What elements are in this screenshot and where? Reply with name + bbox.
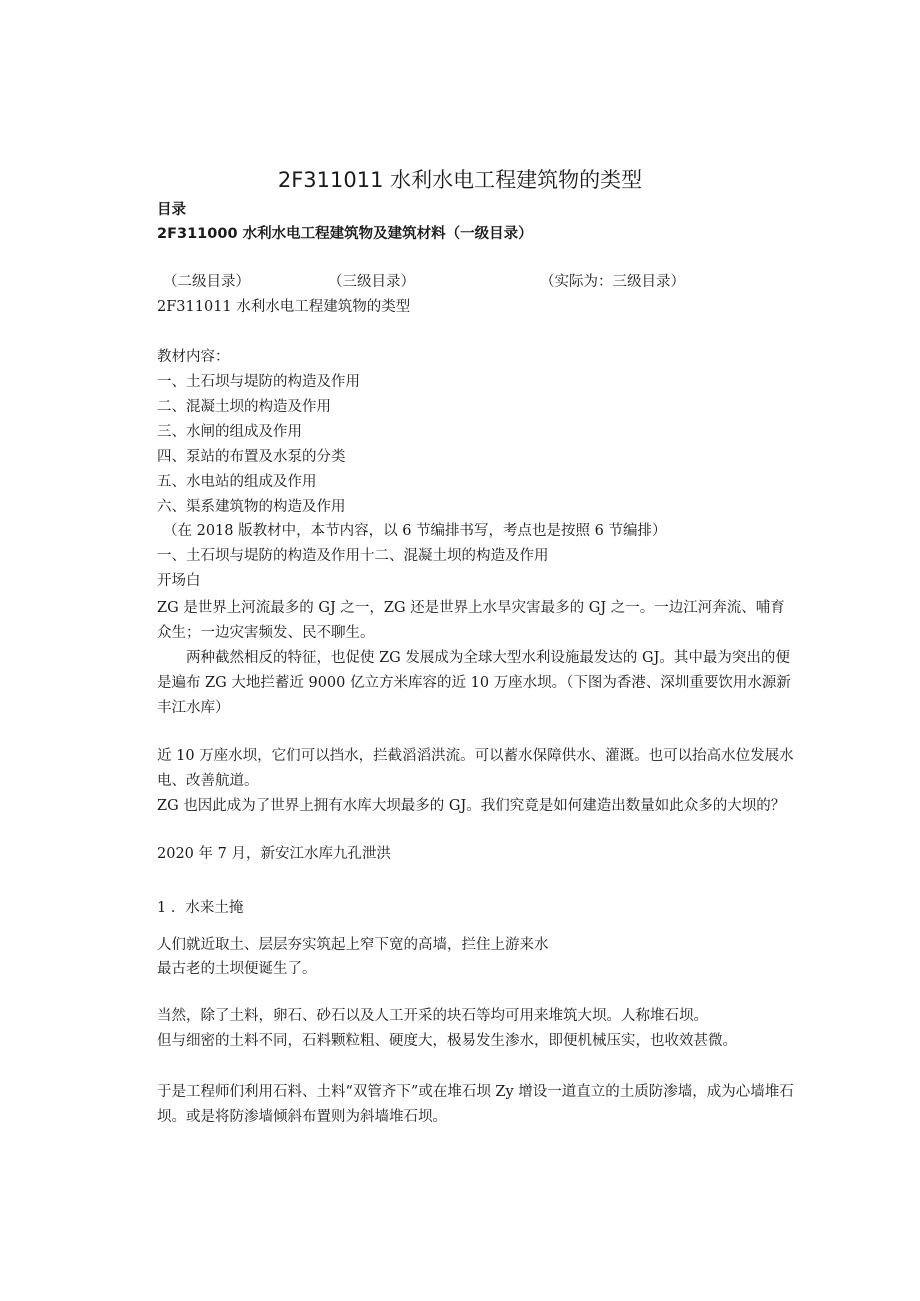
content-item: 三、水闸的组成及作用: [157, 424, 302, 440]
opening-label: 开场白: [157, 573, 201, 589]
document-title: 2F311011 水利水电工程建筑物的类型: [277, 168, 643, 192]
content-label: 教材内容：: [157, 349, 230, 365]
paragraph: 近 10 万座水坝，它们可以挡水，拦截滔滔洪流。可以蓄水保障供水、灌溉。也可以抬高水位发展水电、改善航道。: [157, 748, 794, 789]
content-item: 六、渠系建筑物的构造及作用: [157, 499, 346, 515]
paragraph: 当然，除了土料，卵石、砂石以及人工开采的块石等均可用来堆筑大坝。人称堆石坝。: [157, 1008, 708, 1024]
toc-actual-level-label: （实际为：三级目录）: [540, 274, 685, 290]
section-title: 2F311011 水利水电工程建筑物的类型: [157, 299, 411, 315]
toc-level1-heading: 2F311000 水利水电工程建筑物及建筑材料（一级目录）: [157, 226, 533, 242]
content-item: 一、土石坝与堤防的构造及作用: [157, 374, 360, 390]
content-item: 四、泵站的布置及水泵的分类: [157, 449, 346, 465]
paragraph: ZG 也因此成为了世界上拥有水库大坝最多的 GJ。我们究竟是如何建造出数量如此众多的大坝的？: [157, 798, 786, 814]
paragraph: 两种截然相反的特征，也促使 ZG 发展成为全球大型水利设施最发达的 GJ。其中最为突出的便是遍布 ZG 大地拦蓄近 9000 亿立方米库容的近 10 万座水坝。（下图为香港、深圳重要饮用水源新丰江水库）: [157, 650, 791, 716]
paragraph: 于是工程师们利用石料、土料“双管齐下”或在堆石坝 Zy 增设一道直立的土质防渗墙，成为心墙堆石坝。或是将防渗墙倾斜布置则为斜墙堆石坝。: [157, 1084, 794, 1125]
edition-note: （在 2018 版教材中，本节内容，以 6 节编排书写，考点也是按照 6 节编排）: [163, 523, 667, 539]
combined-heading: 一、土石坝与堤防的构造及作用十二、混凝土坝的构造及作用: [157, 548, 549, 564]
paragraph: ZG 是世界上河流最多的 GJ 之一，ZG 还是世界上水旱灾害最多的 GJ 之一。一边江河奔流、哺育众生；一边灾害频发、民不聊生。: [157, 600, 785, 641]
toc-label: 目录: [157, 202, 186, 218]
content-item: 五、水电站的组成及作用: [157, 474, 317, 490]
caption-text: 2020 年 7 月，新安江水库九孔泄洪: [157, 846, 391, 862]
content-item: 二、混凝土坝的构造及作用: [157, 399, 331, 415]
toc-level2-label: （二级目录）: [163, 274, 250, 290]
paragraph: 但与细密的土料不同，石料颗粒粗、硬度大，极易发生渗水，即便机械压实，也收效甚微。: [157, 1033, 737, 1049]
paragraph: 最古老的土坝便诞生了。: [157, 961, 317, 977]
paragraph: 人们就近取土、层层夯实筑起上窄下宽的高墙，拦住上游来水: [157, 937, 549, 953]
numbered-heading: 1 ．水来土掩: [157, 900, 244, 916]
toc-level3-label: （三级目录）: [328, 274, 415, 290]
